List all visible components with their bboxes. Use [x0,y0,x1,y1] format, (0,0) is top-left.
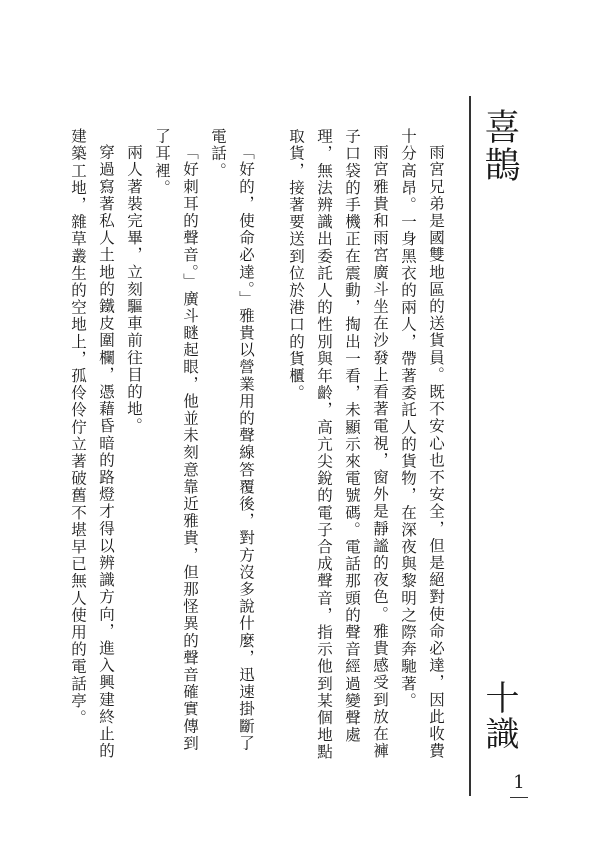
paragraph: 「好的，使命必達。」雅貴以營業用的聲線答覆後，對方沒多說什麼，迅速掛斷了電話。 [209,128,255,752]
paragraph: 穿過寫著私人土地的鐵皮圍欄，憑藉昏暗的路燈才得以辨識方向，進入興建終止的建築工地，雜草叢生的空地上，孤伶伶佇立著破舊不堪早已無人使用的電話亭。 [69,128,115,760]
body-text [70,128,450,768]
author-name: 十識 [479,680,519,752]
paragraph: 雨宮兄弟是國雙地區的送貨員。既不安心也不安全，但是絕對使命必達，因此收費十分高昂。一身黑衣的兩人，帶著委託人的貨物，在深夜與黎明之際奔馳著。 [399,128,445,760]
paragraph: 雨宮雅貴和雨宮廣斗坐在沙發上看著電視，窗外是靜謐的夜色。雅貴感受到放在褲子口袋的手機正在震動，掏出一看，未顯示來電號碼。電話那頭的聲音經過變聲處理，無法辨識出委託人的性別與年齡，高亢尖銳的電子合成聲音，指示他到某個地點取貨，接著要送到位於港口的貨櫃。 [287,128,389,761]
title-divider-rule [469,96,471,796]
page-number-underline [510,797,528,798]
paragraph: 「好刺耳的聲音。」廣斗瞇起眼，他並未刻意靠近雅貴，但那怪異的聲音確實傳到了耳裡。 [153,128,199,752]
paragraph: 兩人著裝完畢，立刻驅車前往目的地。 [125,143,143,435]
chapter-title: 喜鵲 [479,108,520,184]
page-number: 1 [513,772,525,793]
